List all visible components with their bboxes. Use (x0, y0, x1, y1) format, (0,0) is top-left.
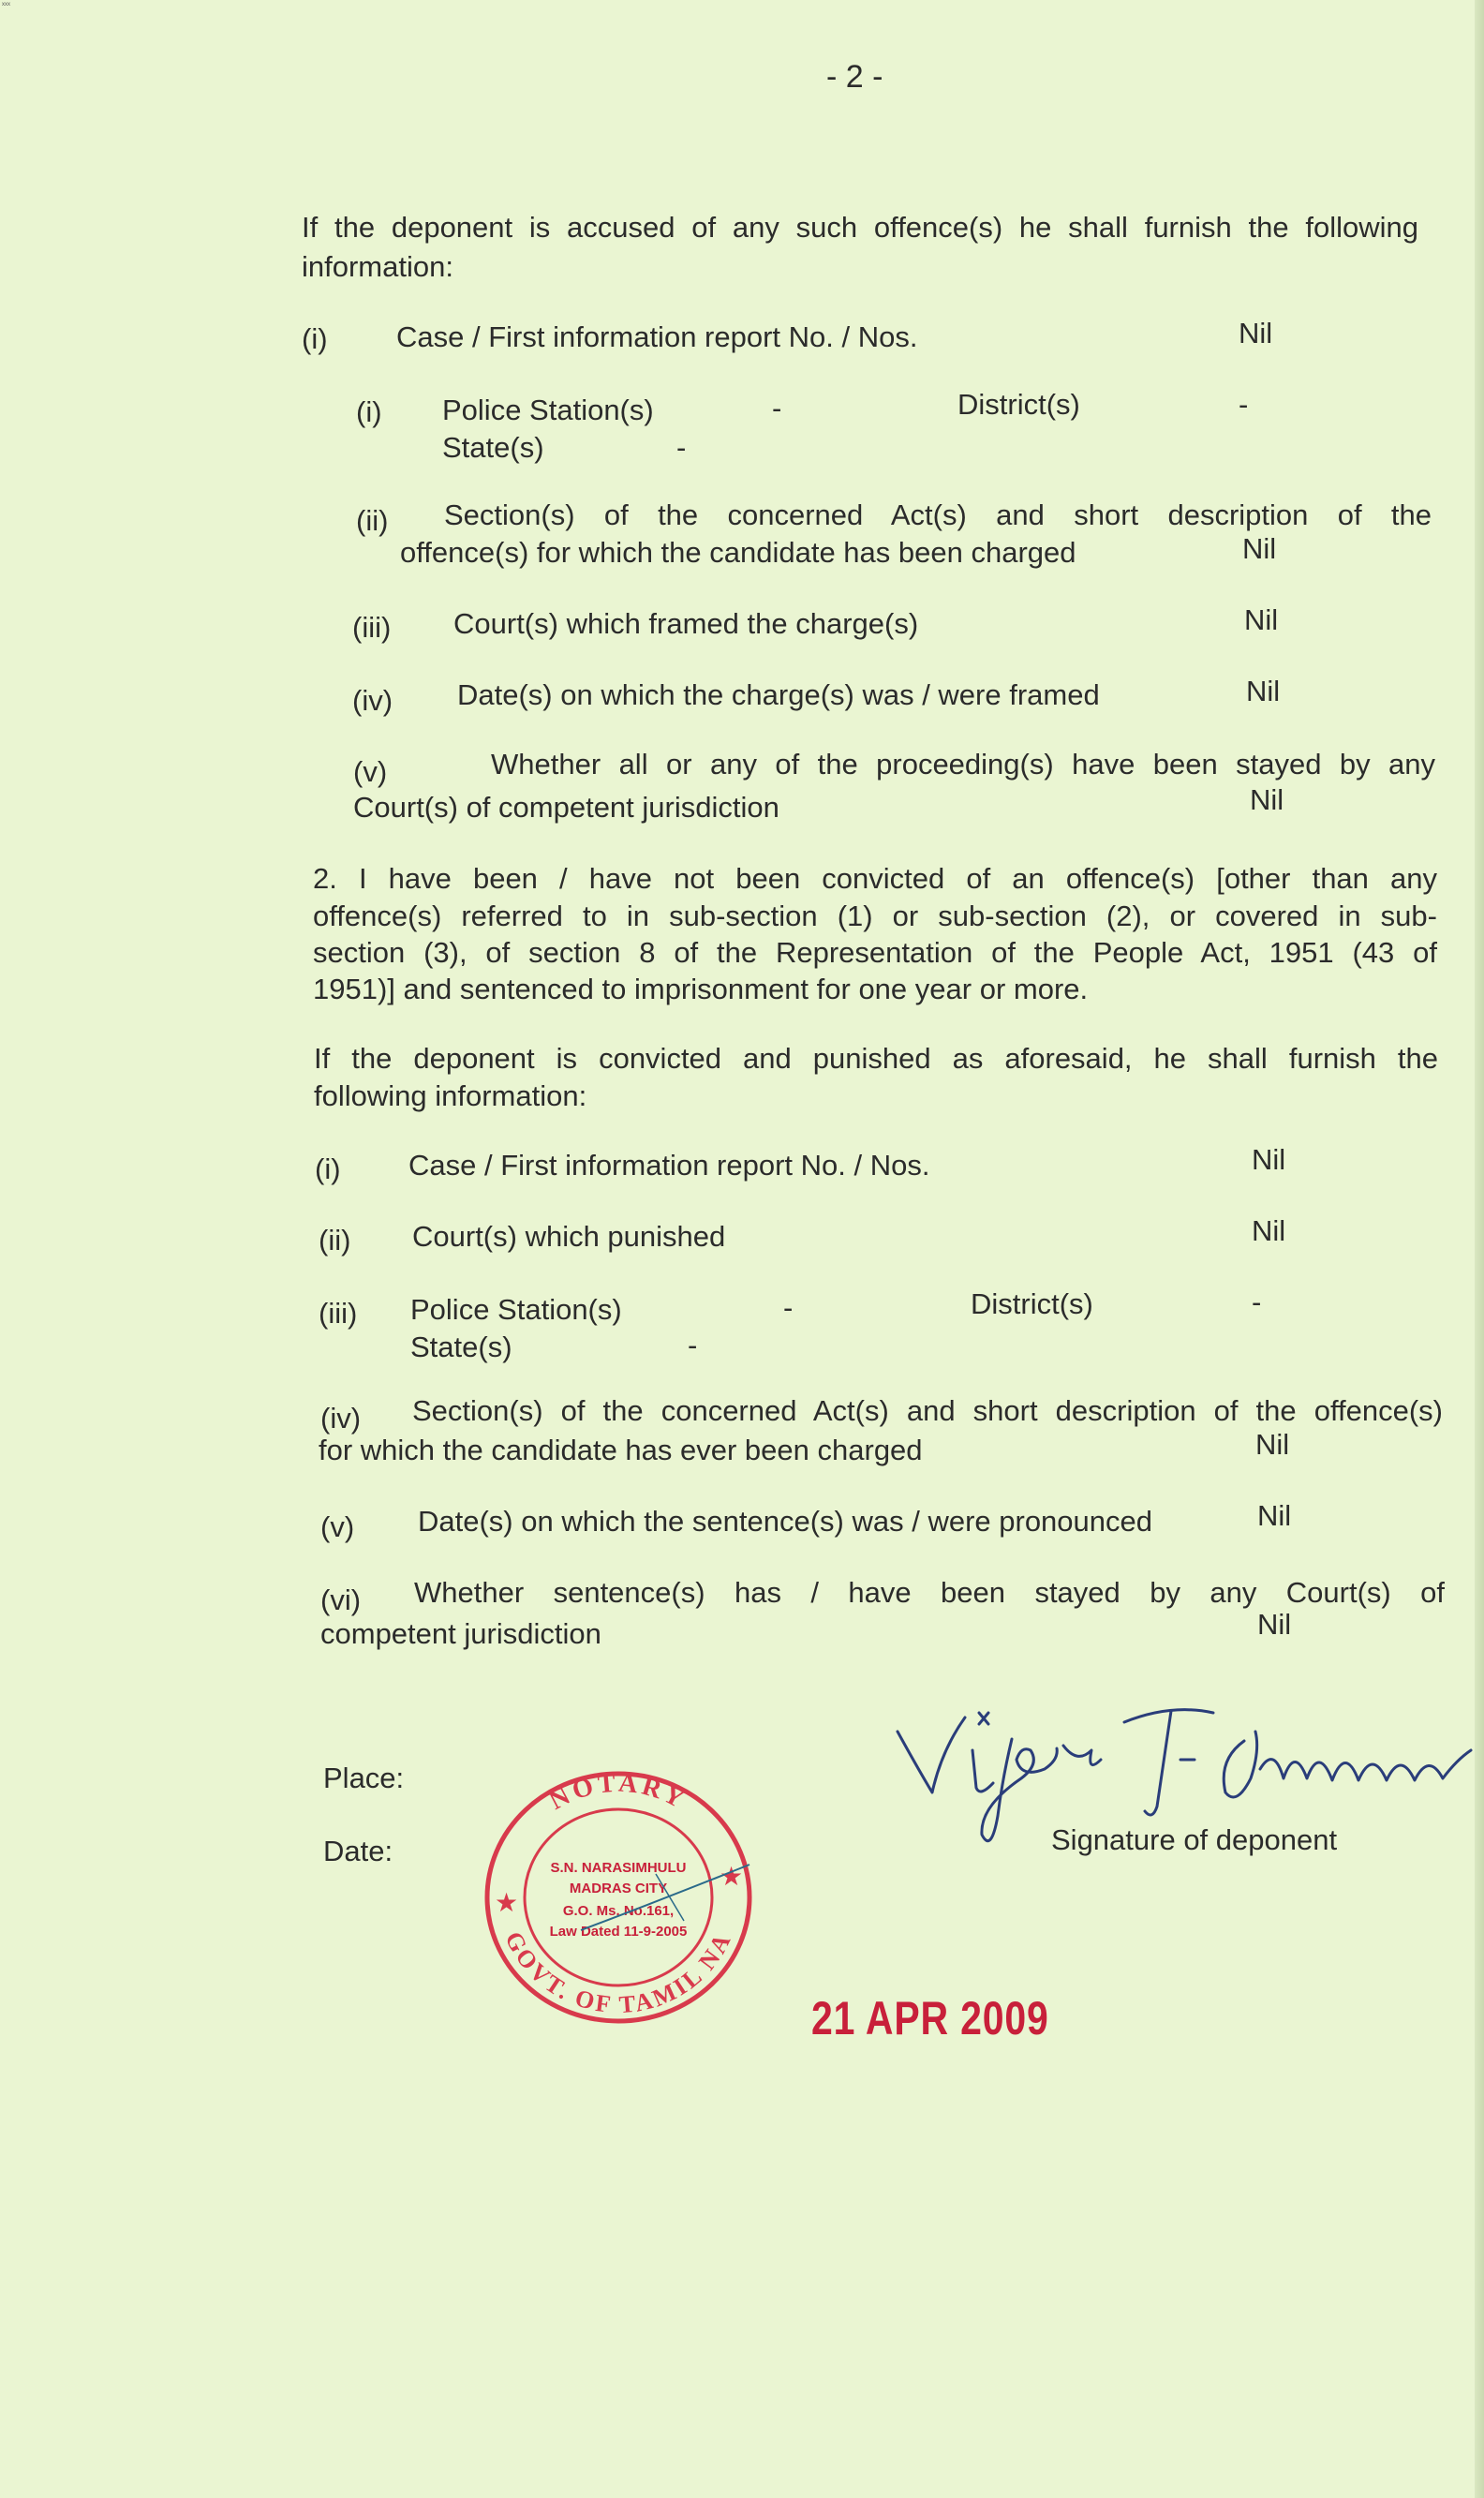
seal-line-1: S.N. NARASIMHULU (550, 1860, 687, 1876)
s2-court-value: Nil (1252, 1214, 1286, 1247)
s1-intro-line2: information: (302, 250, 453, 283)
s1-state-dash: - (676, 431, 687, 464)
s1-state-label: State(s) (442, 431, 544, 464)
s1-stay-line1: Whether all or any of the proceeding(s) have been stayed by any (491, 748, 1435, 781)
s1-date-value: Nil (1246, 675, 1281, 707)
s1-sec-value: Nil (1242, 532, 1277, 565)
seal-bottom-text: GOVT. OF TAMIL NA (499, 1926, 737, 2019)
seal-line-4: Law Dated 11-9-2005 (549, 1924, 688, 1940)
s2-district-dash: - (1252, 1286, 1262, 1318)
s2-case-value: Nil (1252, 1143, 1286, 1176)
s2-para-line1: 2. I have been / have not been convicted of an offence(s) [other than any (313, 862, 1437, 895)
s2-sec-line2: for which the candidate has ever been charged (319, 1434, 923, 1466)
s2-stay-value: Nil (1257, 1608, 1292, 1641)
s1-ps-label: Police Station(s) (442, 394, 654, 426)
s2-date-label: Date(s) on which the sentence(s) was / were pronounced (418, 1505, 1153, 1538)
notary-seal (468, 1762, 768, 2033)
s2-district-label: District(s) (971, 1287, 1093, 1320)
s1-sec-line1: Section(s) of the concerned Act(s) and short description of the (444, 498, 1432, 531)
page-number: - 2 - (826, 59, 883, 95)
s2-stay-line1: Whether sentence(s) has / have been stayed by any Court(s) of (414, 1576, 1445, 1609)
s1-case-label: Case / First information report No. / Nos. (396, 320, 918, 353)
seal-line-2: MADRAS CITY (569, 1881, 668, 1896)
s1-district-label: District(s) (957, 388, 1080, 421)
seal-star-left-icon: ★ (495, 1888, 519, 1917)
s1-ps-dash: - (772, 392, 782, 424)
seal-line-3: G.O. Ms. No.161, (562, 1903, 675, 1919)
s2-stay-num: (vi) (320, 1584, 362, 1616)
s2-case-num: (i) (315, 1152, 341, 1185)
s2-intro-line2: following information: (314, 1079, 587, 1112)
s1-district-dash: - (1239, 388, 1249, 421)
s1-stay-line2: Court(s) of competent jurisdiction (353, 791, 779, 824)
s2-state-label: State(s) (410, 1331, 512, 1363)
s1-case-value: Nil (1239, 317, 1273, 349)
s2-ps-num: (iii) (319, 1297, 358, 1330)
s1-date-label: Date(s) on which the charge(s) was / were framed (457, 678, 1100, 711)
s1-stay-value: Nil (1250, 783, 1284, 816)
s1-date-num: (iv) (352, 684, 393, 717)
s2-court-num: (ii) (319, 1224, 351, 1256)
s1-sec-line2: offence(s) for which the candidate has been charged (400, 536, 1076, 569)
s2-para-line3: section (3), of section 8 of the Representation of the People Act, 1951 (43 of (313, 936, 1437, 969)
s1-case-num: (i) (302, 322, 328, 355)
page-edge-shadow (1475, 0, 1484, 2498)
s1-sec-num: (ii) (356, 504, 389, 537)
signature-label: Signature of deponent (1051, 1823, 1338, 1856)
s2-para-line2: offence(s) referred to in sub-section (1) or sub-section (2), or covered in sub- (313, 900, 1437, 932)
s1-ps-num: (i) (356, 395, 382, 428)
s2-intro-line1: If the deponent is convicted and punished as aforesaid, he shall furnish the (314, 1042, 1438, 1075)
s2-ps-label: Police Station(s) (410, 1293, 622, 1326)
s2-ps-dash: - (783, 1291, 794, 1324)
s2-sec-num: (iv) (320, 1402, 362, 1435)
date-stamp: 21 APR 2009 (811, 1992, 1049, 2044)
s2-case-label: Case / First information report No. / Nos. (408, 1149, 930, 1182)
s2-court-label: Court(s) which punished (412, 1220, 726, 1253)
seal-star-right-icon: ★ (720, 1862, 744, 1891)
s2-sec-value: Nil (1255, 1428, 1290, 1461)
s1-court-value: Nil (1244, 603, 1279, 636)
s1-stay-num: (v) (353, 755, 388, 788)
s2-date-num: (v) (320, 1510, 355, 1543)
place-label: Place: (323, 1762, 405, 1794)
s2-date-value: Nil (1257, 1499, 1292, 1532)
s1-intro-line1: If the deponent is accused of any such offence(s) he shall furnish the following (302, 211, 1418, 244)
s1-court-label: Court(s) which framed the charge(s) (453, 607, 919, 640)
s2-state-dash: - (688, 1329, 698, 1361)
s2-stay-line2: competent jurisdiction (320, 1617, 601, 1650)
s1-court-num: (iii) (352, 611, 392, 644)
s2-sec-line1: Section(s) of the concerned Act(s) and short description of the offence(s) (412, 1394, 1443, 1427)
corner-mark: xxx (2, 2, 10, 7)
date-label: Date: (323, 1835, 393, 1867)
s2-para-line4: 1951)] and sentenced to imprisonment for one year or more. (313, 973, 1089, 1005)
seal-top-text: NOTARY (544, 1768, 692, 1816)
